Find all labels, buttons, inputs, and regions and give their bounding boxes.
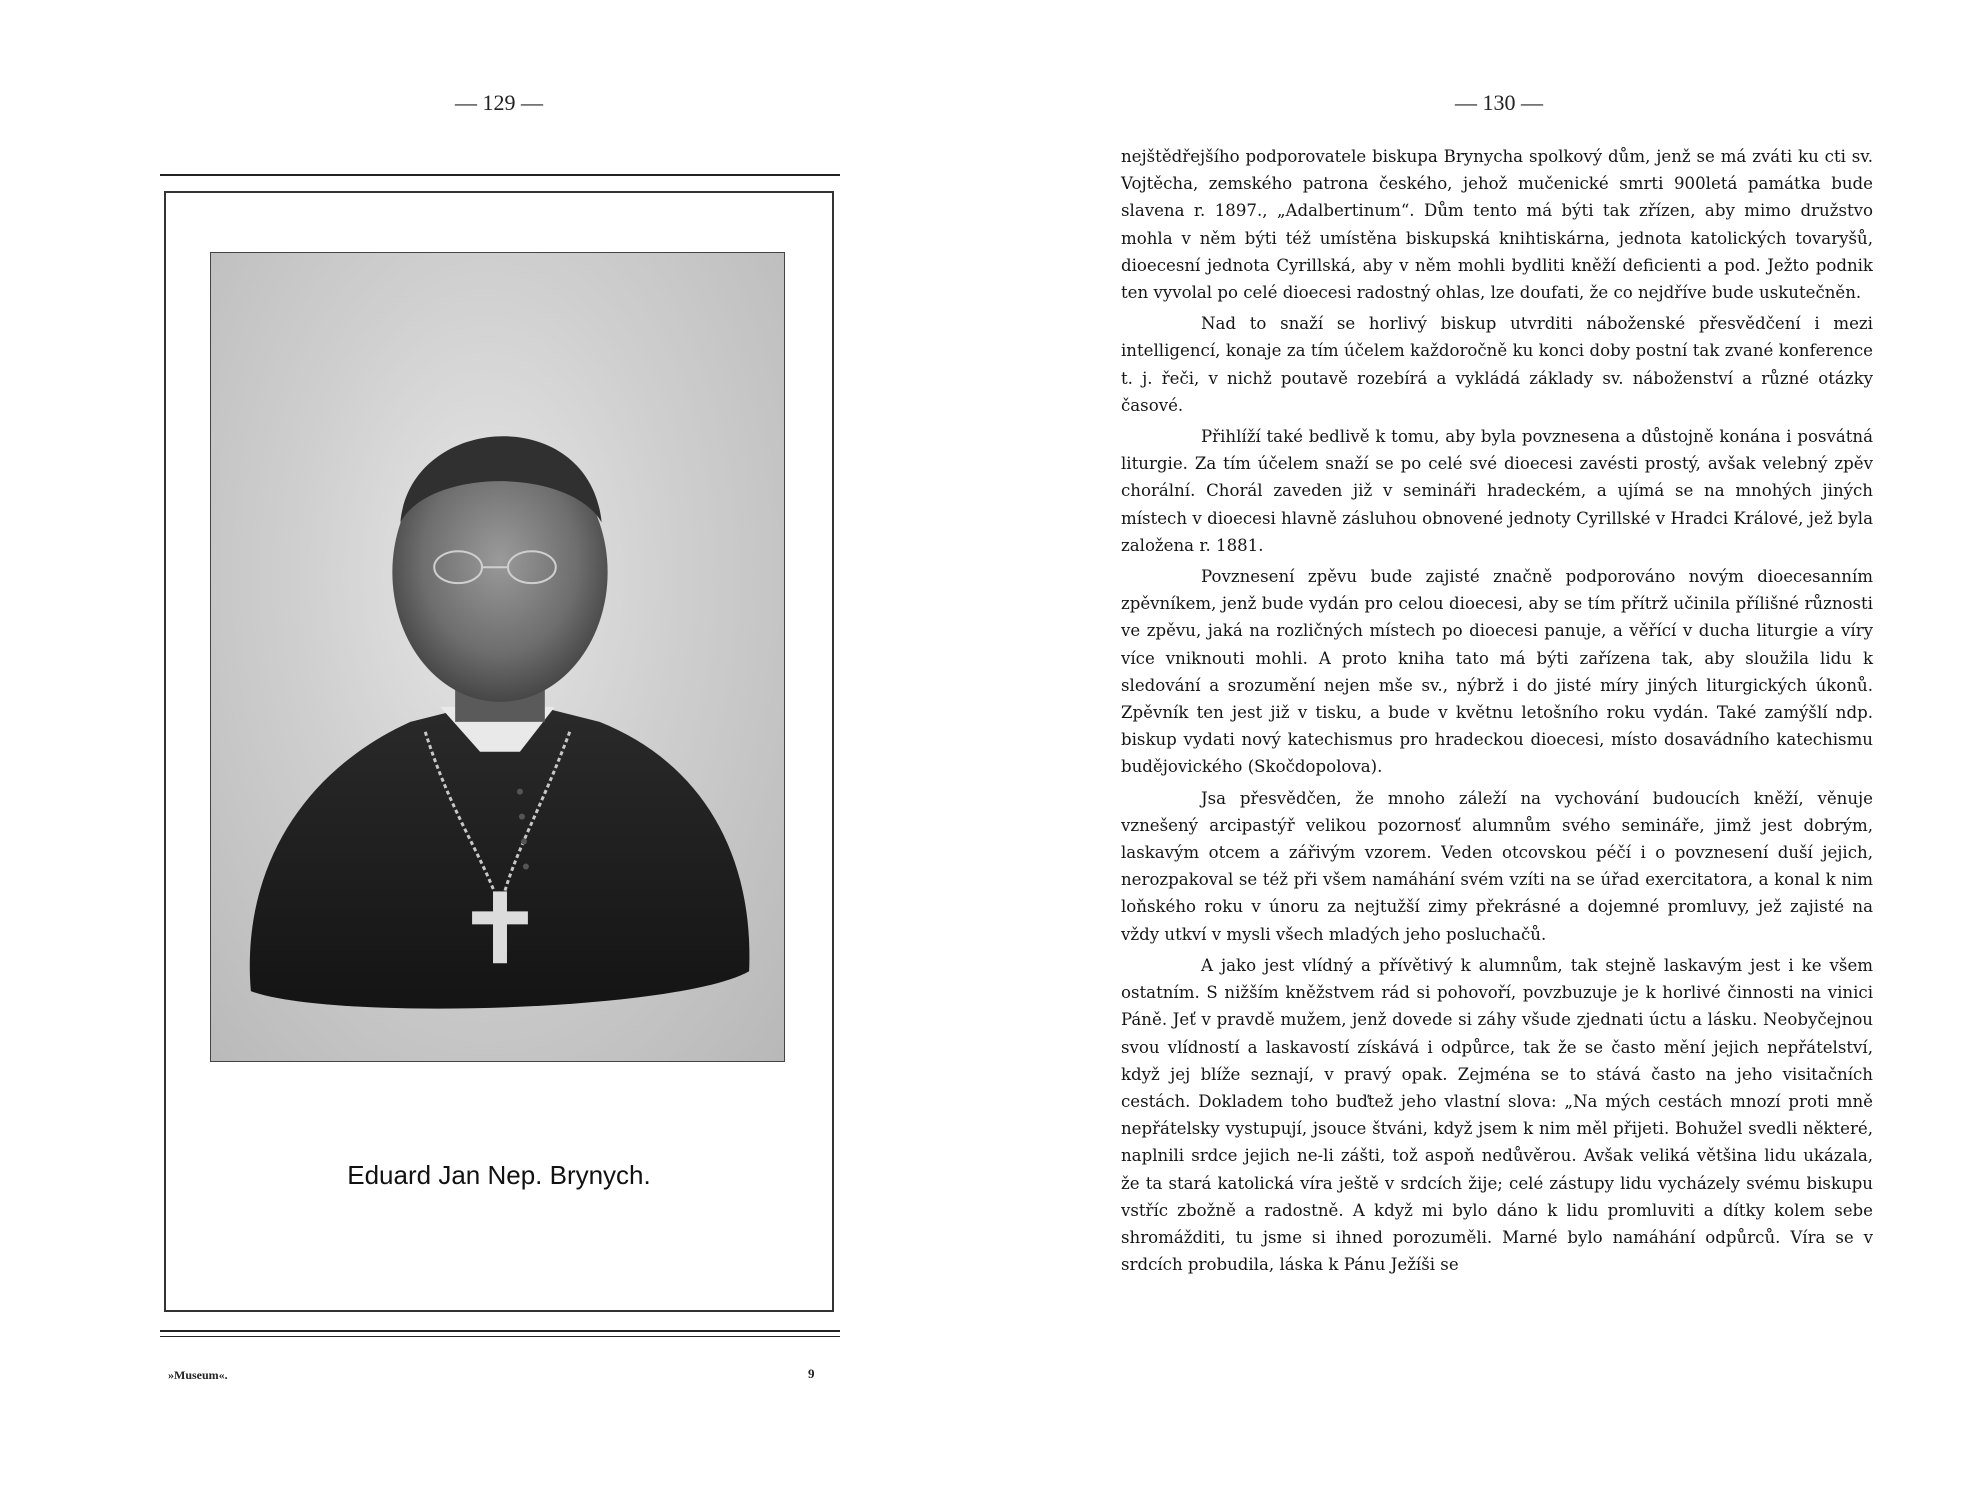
paragraph: nejštědřejšího podporovatele biskupa Brynycha spolkový dům, jenž se má zváti ku cti sv. Vojtěcha, zemského patrona českého, jehož mučenické smrti 900letá památka bude slavena r. 1897., „Adalbertinum“. Dům tento má býti tak zřízen, aby mimo družstvo mohla v něm býti též umístěna biskupská knihtiskárna, jednota katolických tovaryšů, dioecesní jednota Cyrillská, aby v něm mohli bydliti kněží deficienti a pod. Ježto podnik ten vyvolal po celé dioecesi radostný ohlas, lze doufati, že co nejdříve bude uskutečněn. bbox=[1121, 147, 1873, 303]
bishop-portrait-image bbox=[210, 252, 785, 1062]
portrait-caption: Eduard Jan Nep. Brynych. bbox=[347, 1160, 651, 1190]
right-page-number: — 130 — bbox=[1455, 90, 1543, 115]
paragraph: Přihlíží také bedlivě k tomu, aby byla povznesena a důstojně konána i posvátná liturgie. Za tím účelem snaží se po celé své dioecesi zavésti prostý, avšak velebný zpěv chorální. Chorál zaveden již v semináři hradeckém, a ujímá se na mnohých jiných místech v dioecesi hlavně zásluhou obnovené jednoty Cyrillské v Hradci Králové, jež byla založena r. 1881. bbox=[1121, 427, 1873, 555]
paragraph: Jsa přesvědčen, že mnoho záleží na vychování budoucích kněží, věnuje vznešený arcipastýř velikou pozornosť alumnům svého semináře, jimž jest dobrým, laskavým otcem a zářivým vzorem. Veden otcovskou péčí i o povznesení duší jejich, nerozpakoval se též při všem namáhání svém vzíti na se úřad exercitatora, a konal k nim loňského roku v únoru za nejtužší zimy překrásné a dojemné promluvy, jež zajisté na vždy utkví v mysli všech mladých jeho posluchačů. bbox=[1121, 788, 1873, 944]
article-body bbox=[1121, 143, 1873, 1282]
paragraph: Nad to snaží se horlivý biskup utvrditi náboženské přesvědčení i mezi intelligencí, konaje za tím účelem každoročně ku konci doby postní tak zvané konference t. j. řeči, v nichž poutavě rozebírá a vykládá základy sv. náboženství a různé otázky časové. bbox=[1121, 314, 1873, 415]
bottom-rule-left-1 bbox=[160, 1330, 840, 1332]
top-rule-left bbox=[160, 174, 840, 176]
left-page-number: — 129 — bbox=[455, 90, 543, 115]
footer-sheet-number: 9 bbox=[808, 1366, 815, 1381]
footer-signature: »Museum«. bbox=[168, 1368, 228, 1382]
paragraph: A jako jest vlídný a přívětivý k alumnům, tak stejně laskavým jest i ke všem ostatním. S nižším kněžstvem rád si pohovoří, povzbuzuje je k horlivé činnosti na vinici Páně. Jeť v pravdě mužem, jenž dovede si záhy všude zjednati úctu a lásku. Neobyčejnou svou vlídností a laskavostí získává i odpůrce, tak že se často mění jejich nepřátelství, když jej blíže seznají, v pravý opak. Zejména se to stává často na jeho visitačních cestách. Dokladem toho buďtež jeho vlastní slova: „Na mých cestách mnozí proti mně nepřátelsky vystupují, jsouce štváni, když jsem k nim měl přijeti. Bohužel svedli některé, naplnili srdce jejich ne-li zášti, tož aspoň nedůvěrou. Avšak veliká většina lidu ukázala, že ta stará katolická víra ještě v srdcích žije; celé zástupy lidu vycházely svému biskupu vstříc zbožně a radostně. A když mi bylo dáno k lidu promluviti a dítky kolem sebe shromážditi, tu jsme si ihned porozuměli. Marné bylo namáhání odpůrců. Víra se v srdcích probudila, láska k Pánu Ježíši se bbox=[1121, 955, 1873, 1275]
paragraph: Povznesení zpěvu bude zajisté značně podporováno novým dioecesanním zpěvníkem, jenž bude vydán pro celou dioecesi, aby se tím přítrž učinila přílišné různosti ve zpěvu, jaká na rozličných místech po dioecesi panuje, a věřící v ducha liturgie a víry více vniknouti mohli. A proto kniha tato má býti zařízena tak, aby sloužila lidu k sledování a srozumění nejen mše sv., nýbrž i do jisté míry jiných liturgických úkonů. Zpěvník ten jest již v tisku, a bude v květnu letošního roku vydán. Také zamýšlí ndp. biskup vydati nový katechismus pro hradeckou dioecesi, místo dosavádního katechismu budějovického (Skočdopolova). bbox=[1121, 567, 1873, 777]
bottom-rule-left-2 bbox=[160, 1336, 840, 1337]
